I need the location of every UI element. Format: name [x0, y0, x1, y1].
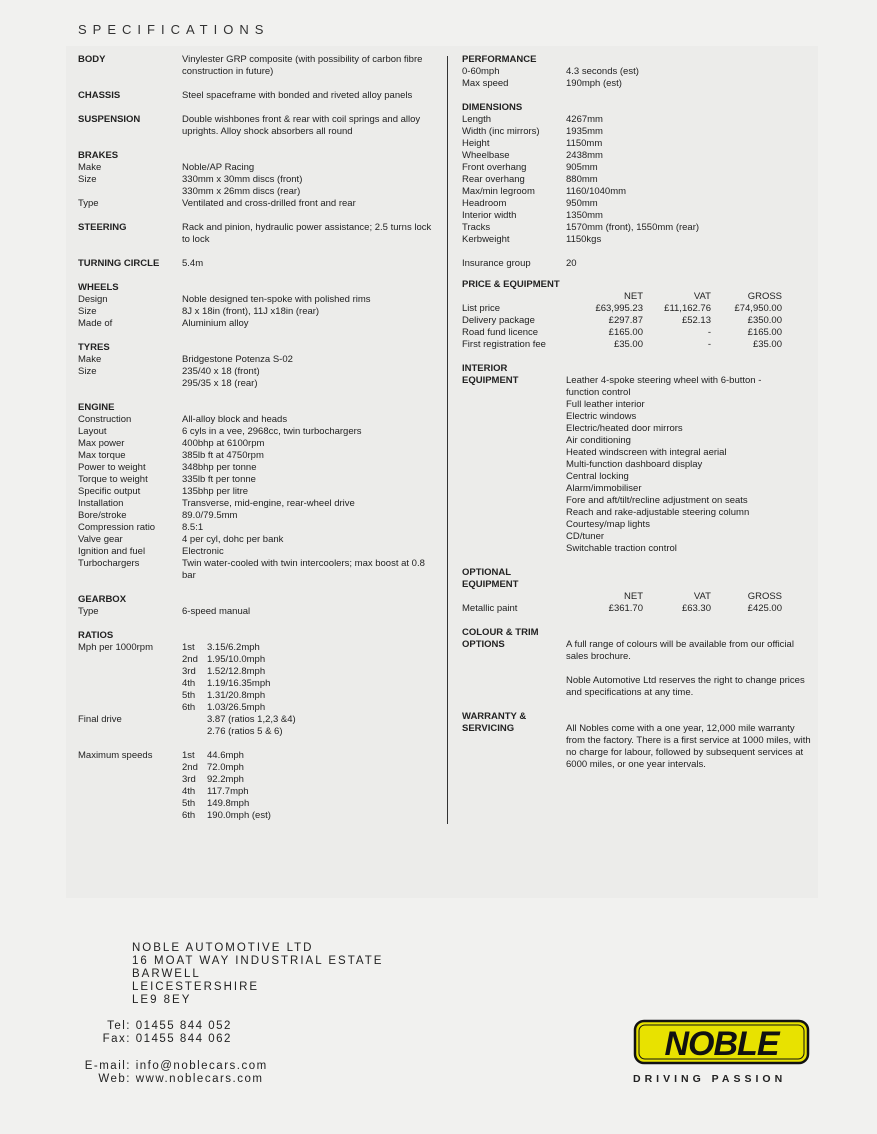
equipment-item: Air conditioning: [566, 435, 631, 446]
section-heading: WHEELS: [78, 282, 119, 293]
spec-label: SUSPENSION: [78, 114, 141, 125]
spec-value: 330mm x 30mm discs (front): [182, 174, 303, 185]
spec-label: Layout: [78, 426, 107, 437]
spec-label: Interior width: [462, 210, 517, 221]
spec-row: [78, 378, 438, 390]
spec-row: [78, 606, 438, 618]
spec-value: Twin water-cooled with twin intercoolers; max boost at 0.8 bar: [182, 558, 425, 581]
ratio-item: 6th 190.0mph (est): [182, 810, 271, 821]
spec-value: 135bhp per litre: [182, 486, 249, 497]
spec-row: [462, 186, 812, 198]
spec-label: Maximum speeds: [78, 750, 153, 761]
slogan: DRIVING PASSION: [633, 1073, 787, 1085]
spec-row: [462, 198, 812, 210]
spec-value: 2438mm: [566, 150, 603, 161]
noble-logo: [633, 1019, 810, 1065]
spec-row: [462, 174, 812, 186]
spec-label: Compression ratio: [78, 522, 156, 533]
spec-row: [462, 222, 812, 234]
spec-value: 4 per cyl, dohc per bank: [182, 534, 284, 545]
max-speed-list: [182, 750, 438, 822]
price-row: List price £63,995.23 £11,162.76 £74,950.00: [462, 303, 782, 314]
spec-value: Transverse, mid-engine, rear-wheel drive: [182, 498, 355, 509]
spec-row: [78, 438, 438, 450]
spec-value: Electronic: [182, 546, 224, 557]
spec-insurance: [462, 258, 812, 270]
spec-row: [78, 474, 438, 486]
spec-label: Max speed: [462, 78, 509, 89]
spec-value: Aluminium alloy: [182, 318, 249, 329]
spec-label: CHASSIS: [78, 90, 121, 101]
optional-row: Metallic paint £361.70 £63.30 £425.00: [462, 603, 782, 614]
ratio-item: 5th 1.31/20.8mph: [182, 690, 266, 701]
spec-value: Bridgestone Potenza S-02: [182, 354, 293, 365]
spec-value: 330mm x 26mm discs (rear): [182, 186, 301, 197]
fax-number: 01455 844 062: [135, 1033, 232, 1045]
spec-label: 0-60mph: [462, 66, 500, 77]
spec-row: [78, 414, 438, 426]
ratio-item: 1st 3.15/6.2mph: [182, 642, 260, 653]
spec-label: Headroom: [462, 198, 507, 209]
spec-row: [78, 186, 438, 198]
spec-label: Width (inc mirrors): [462, 126, 540, 137]
ratio-list: [182, 642, 438, 714]
equipment-item: Switchable traction control: [566, 543, 677, 554]
spec-label: Type: [78, 198, 99, 209]
spec-row: [78, 306, 438, 318]
colour-paragraph: A full range of colours will be available from our official sales brochure.: [566, 639, 794, 662]
section-heading: INTERIOR EQUIPMENT: [462, 363, 519, 386]
spec-value: Noble/AP Racing: [182, 162, 255, 173]
spec-label: Wheelbase: [462, 150, 510, 161]
equipment-item: CD/tuner: [566, 531, 605, 542]
spec-value: Ventilated and cross-drilled front and rear: [182, 198, 356, 209]
spec-value: 190mph (est): [566, 78, 622, 89]
spec-label: Turbochargers: [78, 558, 140, 569]
spec-value: 295/35 x 18 (rear): [182, 378, 258, 389]
section-heading: TYRES: [78, 342, 110, 353]
spec-chassis: [78, 90, 438, 102]
email-link[interactable]: info@noblecars.com: [135, 1060, 268, 1072]
spec-row: [78, 642, 438, 714]
spec-row: [78, 294, 438, 306]
section-heading: PRICE & EQUIPMENT: [462, 279, 560, 290]
spec-row: [78, 174, 438, 186]
price-row: Road fund licence £165.00 - £165.00: [462, 327, 782, 338]
section-heading: DIMENSIONS: [462, 102, 523, 113]
spec-label: Max power: [78, 438, 125, 449]
spec-row: [78, 546, 438, 558]
spec-value: Noble designed ten-spoke with polished rims: [182, 294, 371, 305]
ratio-item: 2nd 72.0mph: [182, 762, 244, 773]
final-drive: [182, 714, 438, 738]
spec-label: Rear overhang: [462, 174, 525, 185]
spec-row: [462, 234, 812, 246]
spec-label: Final drive: [78, 714, 122, 725]
spec-value: 4267mm: [566, 114, 603, 125]
section-heading: GEARBOX: [78, 594, 127, 605]
spec-value: 6 cyls in a vee, 2968cc, twin turbochargers: [182, 426, 362, 437]
price-row: First registration fee £35.00 - £35.00: [462, 339, 782, 350]
section-heading: PERFORMANCE: [462, 54, 537, 65]
spec-label: Mph per 1000rpm: [78, 642, 153, 653]
equipment-list: [566, 363, 812, 555]
spec-row: [78, 354, 438, 366]
spec-label: Make: [78, 162, 102, 173]
spec-row: [78, 486, 438, 498]
spec-label: Height: [462, 138, 490, 149]
price-row: Delivery package £297.87 £52.13 £350.00: [462, 315, 782, 326]
spec-value: 4.3 seconds (est): [566, 66, 639, 77]
spec-value: 6-speed manual: [182, 606, 251, 617]
spec-value: 1570mm (front), 1550mm (rear): [566, 222, 700, 233]
equipment-item: Alarm/immobiliser: [566, 483, 642, 494]
spec-row: [78, 534, 438, 546]
spec-label: Size: [78, 366, 97, 377]
warranty-text: All Nobles come with a one year, 12,000 mile warranty from the factory. There is a first service at 1000 miles, with no charge for labour, followed by subsequent services at 6000 miles, or one year intervals.: [566, 723, 811, 770]
spec-row: [462, 162, 812, 174]
equipment-item: function control: [566, 387, 631, 398]
spec-row: [78, 450, 438, 462]
online-block: E-mail: info@noblecars.com Web: www.noblecars.com: [84, 1060, 268, 1085]
spec-label: TURNING CIRCLE: [78, 258, 160, 269]
interior-equipment: [462, 363, 812, 555]
final-drive-item: 2.76 (ratios 5 & 6): [207, 726, 283, 737]
spec-label: Max/min legroom: [462, 186, 535, 197]
spec-label: Design: [78, 294, 108, 305]
col-net-header: NET: [624, 291, 643, 302]
equipment-item: Fore and aft/tilt/recline adjustment on seats: [566, 495, 748, 506]
section-heading: COLOUR & TRIM OPTIONS: [462, 627, 539, 650]
spec-label: Length: [462, 114, 492, 125]
spec-row: [78, 366, 438, 378]
ratio-item: 2nd 1.95/10.0mph: [182, 654, 266, 665]
spec-label: Tracks: [462, 222, 491, 233]
spec-label: Ignition and fuel: [78, 546, 146, 557]
left-column: [78, 54, 438, 822]
spec-row: [462, 78, 812, 90]
spec-value: 905mm: [566, 162, 598, 173]
ratio-item: 3rd 92.2mph: [182, 774, 244, 785]
spec-row: [462, 66, 812, 78]
spec-row: [462, 114, 812, 126]
colour-trim: [462, 627, 812, 699]
spec-label: Make: [78, 354, 102, 365]
spec-label: Specific output: [78, 486, 141, 497]
spec-label: Torque to weight: [78, 474, 148, 485]
spec-row: [78, 198, 438, 210]
spec-row: [462, 138, 812, 150]
ratio-item: 1st 44.6mph: [182, 750, 244, 761]
spec-value: 400bhp at 6100rpm: [182, 438, 265, 449]
right-column: [462, 54, 812, 771]
equipment-item: Multi-function dashboard display: [566, 459, 703, 470]
spec-label: Kerbweight: [462, 234, 510, 245]
spec-row: [462, 150, 812, 162]
spec-row: [462, 126, 812, 138]
spec-value: 1150kgs: [566, 234, 602, 245]
spec-value: Rack and pinion, hydraulic power assistance; 2.5 turns lock to lock: [182, 222, 432, 245]
ratio-item: 3rd 1.52/12.8mph: [182, 666, 266, 677]
ratio-item: 4th 1.19/16.35mph: [182, 678, 271, 689]
spec-row: [78, 426, 438, 438]
spec-turning-circle: [78, 258, 438, 270]
col-gross-header: GROSS: [747, 291, 782, 302]
spec-value: 1935mm: [566, 126, 603, 137]
spec-value: Steel spaceframe with bonded and riveted alloy panels: [182, 90, 413, 101]
spec-value: 89.0/79.5mm: [182, 510, 238, 521]
tel-number: 01455 844 052: [135, 1020, 232, 1032]
spec-row: [78, 510, 438, 522]
spec-value: 1350mm: [566, 210, 603, 221]
spec-row: [78, 714, 438, 738]
spec-label: Bore/stroke: [78, 510, 127, 521]
spec-row: [78, 318, 438, 330]
col-vat-header: VAT: [693, 291, 711, 302]
spec-value: 5.4m: [182, 258, 204, 269]
spec-value: 1160/1040mm: [566, 186, 627, 197]
final-drive-item: 3.87 (ratios 1,2,3 &4): [207, 714, 296, 725]
ratio-item: 6th 1.03/26.5mph: [182, 702, 266, 713]
warranty-servicing: [462, 711, 812, 771]
spec-label: [78, 378, 182, 390]
spec-row: [78, 162, 438, 174]
website-link[interactable]: www.noblecars.com: [135, 1073, 264, 1085]
svg-text:NOBLE: NOBLE: [664, 1025, 779, 1063]
spec-value: 348bhp per tonne: [182, 462, 257, 473]
spec-row: [78, 498, 438, 510]
spec-label: Made of: [78, 318, 113, 329]
spec-label: [78, 186, 182, 198]
phone-block: Tel: 01455 844 052 Fax: 01455 844 062: [102, 1020, 232, 1045]
section-heading: OPTIONAL EQUIPMENT: [462, 567, 519, 590]
equipment-item: Courtesy/map lights: [566, 519, 650, 530]
spec-value: 235/40 x 18 (front): [182, 366, 260, 377]
equipment-item: Leather 4-spoke steering wheel with 6-button -: [566, 375, 762, 386]
spec-row: [78, 750, 438, 822]
spec-row: [78, 462, 438, 474]
spec-label: Type: [78, 606, 99, 617]
address-block: NOBLE AUTOMOTIVE LTD 16 MOAT WAY INDUSTRIAL ESTATE BARWELL LEICESTERSHIRE LE9 8EY: [132, 942, 384, 1006]
equipment-item: Electric/heated door mirrors: [566, 423, 683, 434]
spec-row: [78, 522, 438, 534]
spec-label: Insurance group: [462, 258, 531, 269]
spec-value: 385lb ft at 4750rpm: [182, 450, 264, 461]
equipment-item: Full leather interior: [566, 399, 645, 410]
spec-value: 880mm: [566, 174, 598, 185]
disclaimer-paragraph: Noble Automotive Ltd reserves the right to change prices and specifications at any time.: [566, 675, 805, 698]
spec-value: 8J x 18in (front), 11J x18in (rear): [182, 306, 320, 317]
equipment-item: Heated windscreen with integral aerial: [566, 447, 727, 458]
section-heading: RATIOS: [78, 630, 114, 641]
spec-value: 8.5:1: [182, 522, 204, 533]
page-title: SPECIFICATIONS: [78, 22, 270, 37]
ratio-item: 4th 117.7mph: [182, 786, 249, 797]
spec-label: Power to weight: [78, 462, 146, 473]
equipment-item: Electric windows: [566, 411, 637, 422]
spec-label: Max torque: [78, 450, 126, 461]
spec-label: Front overhang: [462, 162, 527, 173]
spec-value: 950mm: [566, 198, 598, 209]
spec-label: Installation: [78, 498, 124, 509]
spec-value: Vinylester GRP composite (with possibility of carbon fibre construction in future): [182, 54, 423, 77]
spec-label: Valve gear: [78, 534, 123, 545]
spec-steering: [78, 222, 438, 246]
spec-label: Size: [78, 306, 97, 317]
spec-suspension: [78, 114, 438, 138]
equipment-item: Central locking: [566, 471, 629, 482]
price-header: [462, 291, 812, 303]
spec-label: Size: [78, 174, 97, 185]
spec-row: [462, 210, 812, 222]
spec-row: [78, 558, 438, 582]
spec-label: Construction: [78, 414, 132, 425]
spec-body: [78, 54, 438, 78]
section-heading: ENGINE: [78, 402, 115, 413]
ratio-item: 5th 149.8mph: [182, 798, 250, 809]
spec-label: BODY: [78, 54, 106, 65]
spec-value: 335lb ft per tonne: [182, 474, 256, 485]
spec-label: STEERING: [78, 222, 127, 233]
column-divider: [447, 56, 448, 824]
optional-header: NET VAT GROSS: [624, 591, 782, 602]
spec-value: All-alloy block and heads: [182, 414, 288, 425]
spec-value: Double wishbones front & rear with coil springs and alloy uprights. Alloy shock absorbers all round: [182, 114, 421, 137]
spec-value: 20: [566, 258, 577, 269]
equipment-item: Reach and rake-adjustable steering column: [566, 507, 750, 518]
section-heading: WARRANTY & SERVICING: [462, 711, 527, 734]
spec-value: 1150mm: [566, 138, 603, 149]
section-heading: BRAKES: [78, 150, 119, 161]
